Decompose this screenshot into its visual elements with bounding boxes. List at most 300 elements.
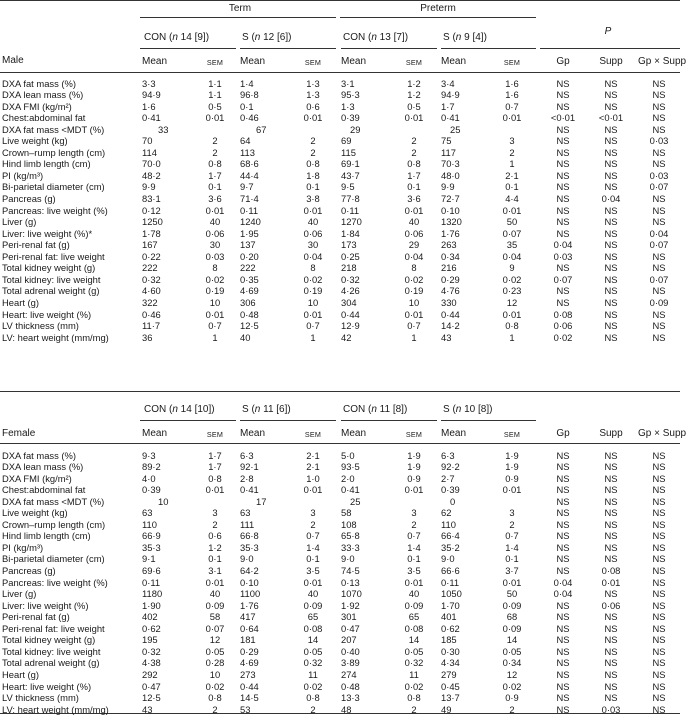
mean-cell: 0·11 [240, 204, 259, 216]
sem-cell: 0·01 [205, 112, 225, 124]
mean-cell: 1·78 [142, 227, 161, 239]
p-value-cell: NS [652, 193, 666, 204]
single-value-cell: 33 [158, 123, 169, 135]
single-value-cell: 25 [450, 123, 461, 135]
mean-cell: 36 [142, 331, 153, 343]
sem-cell: 40 [307, 216, 319, 228]
mean-cell: 11·7 [142, 320, 161, 332]
p-value-cell: NS [652, 461, 666, 473]
mean-cell: 64·2 [240, 565, 259, 576]
sem-cell: 0·01 [404, 484, 424, 496]
p-value-cell: NS [604, 449, 618, 461]
mean-cell: 0·32 [142, 273, 161, 285]
mean-col-header: Mean [240, 56, 266, 67]
p-value-cell: NS [604, 518, 618, 530]
sem-cell: 0·01 [303, 204, 323, 216]
p-value-cell: NS [652, 123, 666, 135]
p-value-cell: NS [604, 692, 618, 704]
sem-cell: 0·1 [407, 181, 421, 193]
p-value-cell: 0·09 [649, 296, 669, 308]
section-label: Male [2, 55, 24, 66]
sem-cell: 11 [409, 668, 419, 680]
mean-cell: 95·3 [341, 89, 360, 101]
row-label: DXA fat mass (%) [2, 77, 76, 89]
p-value-cell: NS [556, 169, 570, 181]
sem-cell: 0·02 [502, 680, 522, 692]
sem-cell: 1·8 [306, 169, 320, 181]
sem-cell: 0·01 [502, 484, 522, 496]
mean-cell: 0·1 [240, 100, 254, 112]
sem-cell: 0·32 [303, 657, 323, 669]
sem-cell: 0·02 [502, 273, 522, 285]
p-value-cell: NS [652, 204, 666, 216]
mean-cell: 70 [142, 135, 153, 147]
p-col-header: Gp [556, 428, 570, 439]
sem-cell: 2 [212, 146, 218, 158]
sem-cell: 2 [310, 135, 316, 147]
sem-cell: 0·01 [404, 204, 424, 216]
mean-cell: 185 [441, 634, 457, 646]
mean-cell: 74·5 [341, 565, 360, 576]
sem-cell: 0·09 [303, 599, 323, 611]
sem-cell: 10 [209, 296, 221, 308]
mean-cell: 0·39 [441, 484, 460, 496]
p-value-cell: NS [556, 622, 570, 634]
mean-cell: 70·0 [142, 158, 161, 170]
p-value-cell: NS [556, 77, 570, 89]
p-value-cell: NS [556, 680, 570, 692]
mean-cell: 0·41 [441, 112, 460, 124]
sem-cell: 0·01 [502, 308, 522, 320]
sem-cell: 3 [310, 507, 316, 519]
mean-cell: 114 [142, 146, 157, 158]
row-label: LV thickness (mm) [2, 692, 79, 704]
p-value-cell: NS [604, 680, 618, 692]
p-value-cell: NS [652, 565, 666, 576]
sem-cell: 0·04 [404, 250, 424, 262]
p-value-cell: NS [556, 634, 570, 646]
mean-cell: 0·29 [240, 645, 259, 657]
sem-cell: 2 [310, 146, 316, 158]
mean-col-header: Mean [441, 56, 467, 67]
p-value-cell: <0·01 [598, 112, 624, 124]
sem-col-header: SEM [503, 58, 521, 67]
sem-cell: 0·08 [303, 622, 323, 634]
sem-cell: 3·5 [306, 565, 320, 576]
sem-cell: 0·01 [205, 484, 225, 496]
male-header-bottom-rule [0, 72, 680, 73]
female-subgroup-rule-2 [341, 420, 437, 421]
mean-cell: 9·9 [441, 181, 455, 193]
sem-cell: 0·01 [404, 112, 424, 124]
sem-cell: 0·07 [502, 227, 522, 239]
sem-cell: 8 [212, 262, 218, 274]
p-value-cell: NS [604, 296, 618, 308]
mean-cell: 92·2 [441, 461, 460, 473]
row-label: Heart: live weight (%) [2, 680, 92, 692]
sem-cell: 0·34 [502, 657, 522, 669]
p-value-cell: NS [604, 668, 618, 680]
mean-cell: 62 [441, 507, 452, 519]
p-value-cell: NS [604, 611, 618, 623]
sem-cell: 1 [509, 158, 515, 170]
mean-cell: 322 [142, 296, 158, 308]
sem-cell: 65 [307, 611, 319, 623]
mean-cell: 64 [240, 135, 251, 147]
p-value-cell: NS [652, 100, 666, 112]
sem-cell: 0·05 [205, 645, 225, 657]
sem-cell: 0·7 [306, 320, 320, 332]
mean-cell: 115 [341, 146, 356, 158]
p-value-cell: NS [652, 484, 666, 496]
p-value-cell: NS [652, 530, 666, 542]
sem-cell: 0·8 [407, 692, 421, 704]
sem-cell: 35 [506, 239, 518, 251]
sem-cell: 30 [307, 239, 319, 251]
p-value-cell: NS [652, 518, 666, 530]
p-value-cell: NS [652, 331, 666, 343]
sem-cell: 0·02 [205, 273, 225, 285]
row-label: DXA FMI (kg/m²) [2, 472, 72, 484]
mean-cell: 1·76 [441, 227, 460, 239]
row-label: Crown–rump length (cm) [2, 518, 106, 530]
mean-cell: 0·11 [441, 576, 460, 588]
p-value-cell: NS [652, 553, 666, 565]
row-label: DXA fat mass <MDT (%) [2, 123, 105, 135]
sem-cell: 0·09 [205, 599, 225, 611]
mean-col-header: Mean [142, 428, 168, 439]
p-value-cell: NS [604, 645, 618, 657]
sem-cell: 0·19 [205, 285, 225, 297]
p-value-cell: 0·07 [649, 181, 669, 193]
p-value-cell: NS [556, 495, 570, 507]
sem-cell: 1·7 [208, 169, 222, 181]
mean-cell: 3·4 [441, 77, 455, 89]
sem-cell: 0·8 [407, 158, 421, 170]
p-value-cell: NS [652, 576, 666, 588]
mean-cell: 110 [441, 518, 456, 530]
row-label: Pancreas (g) [2, 193, 56, 204]
p-value-cell: 0·07 [649, 273, 669, 285]
p-value-cell: NS [604, 273, 618, 285]
p-value-cell: 0·04 [601, 193, 621, 204]
sem-cell: 1·7 [208, 449, 222, 461]
sem-cell: 2·1 [306, 449, 320, 461]
row-label: Chest:abdominal fat [2, 112, 86, 124]
sem-cell: 3·1 [208, 565, 222, 576]
male-subgroup-rule-0 [140, 48, 236, 49]
subgroup-label: CON (n 13 [7]) [343, 32, 409, 43]
mean-cell: 1250 [142, 216, 163, 228]
p-value-cell: NS [652, 692, 666, 704]
sem-cell: 1·7 [407, 169, 421, 181]
sem-cell: 2 [411, 146, 417, 158]
single-value-cell: 25 [350, 495, 361, 507]
sem-cell: 0·1 [306, 181, 320, 193]
p-value-cell: NS [604, 530, 618, 542]
mean-cell: 9·3 [142, 449, 156, 461]
row-label: Peri-renal fat: live weight [2, 250, 105, 262]
mean-cell: 3·89 [341, 657, 360, 669]
sem-cell: 12 [209, 634, 221, 646]
sem-cell: 50 [506, 588, 518, 600]
mean-cell: 1·84 [341, 227, 360, 239]
p-value-cell: NS [604, 123, 618, 135]
row-label: Heart (g) [2, 668, 39, 680]
sem-cell: 1 [509, 331, 515, 343]
p-value-cell: NS [652, 611, 666, 623]
mean-cell: 274 [341, 668, 357, 680]
sem-cell: 8 [310, 262, 316, 274]
row-label: Live weight (kg) [2, 135, 68, 147]
sem-cell: 0·01 [303, 308, 323, 320]
sem-cell: 1·4 [505, 541, 519, 553]
sem-cell: 11 [308, 668, 318, 680]
mean-cell: 0·48 [240, 308, 259, 320]
mean-cell: 13·7 [441, 692, 460, 704]
sem-cell: 1·3 [306, 77, 320, 89]
mean-cell: 68·6 [240, 158, 259, 170]
p-value-cell: NS [556, 507, 570, 519]
sem-cell: 0·6 [208, 530, 222, 542]
sem-cell: 0·02 [303, 273, 323, 285]
mean-cell: 69 [341, 135, 352, 147]
p-value-cell: NS [652, 112, 666, 124]
p-value-cell: NS [604, 461, 618, 473]
mean-cell: 167 [142, 239, 158, 251]
mean-cell: 48·2 [142, 169, 161, 181]
mean-cell: 108 [341, 518, 357, 530]
p-value-cell: NS [604, 553, 618, 565]
mean-cell: 35·3 [240, 541, 259, 553]
sem-cell: 0·02 [205, 680, 225, 692]
row-label: Hind limb length (cm) [2, 158, 91, 170]
mean-cell: 66·8 [240, 530, 259, 542]
sem-cell: 2 [212, 518, 218, 530]
row-label: Total kidney: live weight [2, 273, 101, 285]
p-value-cell: NS [604, 250, 618, 262]
mean-cell: 6·3 [240, 449, 254, 461]
subgroup-label: S (n 11 [6]) [242, 404, 291, 415]
sem-cell: 2 [509, 518, 515, 530]
p-value-cell: NS [556, 703, 570, 715]
p-value-cell: NS [652, 308, 666, 320]
mean-cell: 0·30 [441, 645, 460, 657]
sem-cell: 0·01 [502, 576, 522, 588]
row-label: DXA lean mass (%) [2, 461, 84, 473]
mean-cell: 9·1 [142, 553, 156, 565]
sem-cell: 0·28 [205, 657, 225, 669]
mean-cell: 4·60 [142, 285, 161, 297]
row-label: Live weight (kg) [2, 507, 68, 519]
sem-cell: 12 [506, 296, 518, 308]
row-label: LV: heart weight (mm/mg) [2, 331, 109, 343]
mean-cell: 0·62 [142, 622, 161, 634]
p-value-cell: NS [604, 657, 618, 669]
mean-cell: 0·64 [240, 622, 259, 634]
mean-cell: 304 [341, 296, 357, 308]
mean-cell: 0·32 [142, 645, 161, 657]
p-value-cell: NS [556, 216, 570, 228]
row-label: Heart: live weight (%) [2, 308, 92, 320]
mean-cell: 66·4 [441, 530, 460, 542]
mean-cell: 2·7 [441, 472, 455, 484]
p-value-cell: NS [556, 461, 570, 473]
mean-cell: 69·1 [341, 158, 360, 170]
sem-cell: 1·9 [407, 461, 421, 473]
p-value-cell: NS [556, 296, 570, 308]
mean-cell: 0·22 [142, 250, 161, 262]
p-value-cell: NS [604, 89, 618, 101]
sem-cell: 1·2 [407, 77, 421, 89]
p-value-cell: NS [556, 541, 570, 553]
p-value-cell: NS [604, 146, 618, 158]
sem-col-header: SEM [206, 58, 224, 67]
mean-cell: 1070 [341, 588, 362, 600]
mean-cell: 94·9 [142, 89, 161, 101]
sem-cell: 10 [307, 296, 319, 308]
p-value-cell: NS [652, 668, 666, 680]
mean-cell: 1·6 [142, 100, 156, 112]
mean-cell: 9·0 [240, 553, 254, 565]
mean-cell: 0·29 [441, 273, 460, 285]
female-subgroup-rule-3 [441, 420, 536, 421]
sem-cell: 3·6 [407, 193, 421, 204]
p-value-cell: NS [556, 553, 570, 565]
mean-cell: 273 [240, 668, 256, 680]
row-label: Bi-parietal diameter (cm) [2, 553, 105, 565]
p-value-cell: 0·03 [649, 135, 669, 147]
mean-cell: 43 [441, 331, 452, 343]
mean-cell: 0·39 [142, 484, 161, 496]
p-value-cell: NS [556, 518, 570, 530]
single-value-cell: 29 [350, 123, 361, 135]
sem-cell: 1·4 [407, 541, 421, 553]
p-value-cell: NS [556, 146, 570, 158]
p-value-cell: NS [556, 599, 570, 611]
mean-cell: 1100 [240, 588, 261, 600]
mean-cell: 33·3 [341, 541, 360, 553]
sem-cell: 0·8 [306, 158, 320, 170]
row-label: Liver: live weight (%) [2, 599, 89, 611]
mean-cell: 13·3 [341, 692, 360, 704]
p-value-cell: NS [652, 495, 666, 507]
p-value-cell: NS [556, 692, 570, 704]
sem-cell: 1·0 [306, 472, 320, 484]
sem-cell: 0·1 [505, 553, 519, 565]
sem-col-header: SEM [304, 58, 322, 67]
subgroup-label: CON (n 11 [8]) [343, 404, 408, 415]
mean-cell: 0·39 [341, 112, 360, 124]
p-value-cell: NS [652, 703, 666, 715]
mean-cell: 9·9 [142, 181, 156, 193]
mean-cell: 0·11 [142, 576, 161, 588]
p-value-cell: NS [604, 541, 618, 553]
sem-cell: 0·04 [502, 250, 522, 262]
mean-cell: 0·48 [341, 680, 360, 692]
mean-cell: 44·4 [240, 169, 259, 181]
p-value-cell: NS [604, 495, 618, 507]
p-value-cell: NS [652, 599, 666, 611]
mean-cell: 71·4 [240, 193, 259, 204]
sem-cell: 9 [509, 262, 515, 274]
p-value-cell: NS [556, 449, 570, 461]
mean-cell: 0·44 [441, 308, 460, 320]
mean-cell: 0·10 [441, 204, 460, 216]
sem-cell: 40 [408, 588, 420, 600]
mean-cell: 14·2 [441, 320, 460, 332]
sem-cell: 0·1 [208, 181, 222, 193]
sem-cell: 0·8 [208, 692, 222, 704]
p-value-cell: 0·04 [553, 239, 573, 251]
p-value-cell: NS [556, 181, 570, 193]
sem-cell: 0·9 [505, 692, 519, 704]
sem-cell: 3·8 [306, 193, 320, 204]
mean-cell: 96·8 [240, 89, 259, 101]
sem-cell: 0·1 [505, 181, 519, 193]
sem-cell: 0·01 [303, 112, 323, 124]
mean-cell: 83·1 [142, 193, 161, 204]
p-value-cell: NS [652, 472, 666, 484]
mean-cell: 1·3 [341, 100, 355, 112]
mean-cell: 0·12 [142, 204, 161, 216]
p-value-cell: NS [604, 320, 618, 332]
sem-cell: 2·1 [505, 169, 519, 181]
sem-cell: 0·9 [407, 472, 421, 484]
mean-cell: 417 [240, 611, 256, 623]
p-value-cell: NS [556, 158, 570, 170]
p-value-cell: NS [604, 135, 618, 147]
sem-cell: 2 [310, 518, 316, 530]
p-value-cell: NS [652, 216, 666, 228]
sem-cell: 68 [506, 611, 518, 623]
mean-cell: 1·7 [441, 100, 455, 112]
top-rule [0, 0, 680, 1]
sem-cell: 0·05 [502, 645, 522, 657]
p-value-cell: NS [556, 645, 570, 657]
sem-cell: 14 [506, 634, 518, 646]
mean-cell: 6·3 [441, 449, 455, 461]
row-label: Liver (g) [2, 216, 37, 228]
mean-cell: 0·44 [341, 308, 360, 320]
p-value-cell: NS [652, 588, 666, 600]
row-label: Peri-renal fat: live weight [2, 622, 105, 634]
p-value-cell: NS [652, 507, 666, 519]
mean-cell: 1·92 [341, 599, 360, 611]
mean-cell: 77·8 [341, 193, 360, 204]
mean-cell: 5·0 [341, 449, 355, 461]
p-col-header: Gp × Supp [638, 428, 686, 439]
p-value-cell: 0·04 [553, 588, 573, 600]
mean-cell: 2·8 [240, 472, 254, 484]
sem-cell: 0·8 [208, 472, 222, 484]
sem-cell: 3 [411, 507, 417, 519]
sem-cell: 1·6 [505, 77, 519, 89]
sem-cell: 0·5 [407, 100, 421, 112]
p-value-cell: 0·07 [553, 273, 573, 285]
p-value-cell: NS [604, 331, 618, 343]
mean-col-header: Mean [341, 56, 367, 67]
p-value-cell: NS [604, 507, 618, 519]
mean-cell: 14·5 [240, 692, 259, 704]
sem-cell: 2·1 [306, 461, 320, 473]
sem-cell: 3 [509, 135, 515, 147]
row-label: Pancreas (g) [2, 565, 56, 576]
sem-cell: 1·1 [208, 89, 222, 101]
mean-cell: 401 [441, 611, 457, 623]
sem-col-header: SEM [206, 430, 224, 439]
mean-cell: 75 [441, 135, 452, 147]
